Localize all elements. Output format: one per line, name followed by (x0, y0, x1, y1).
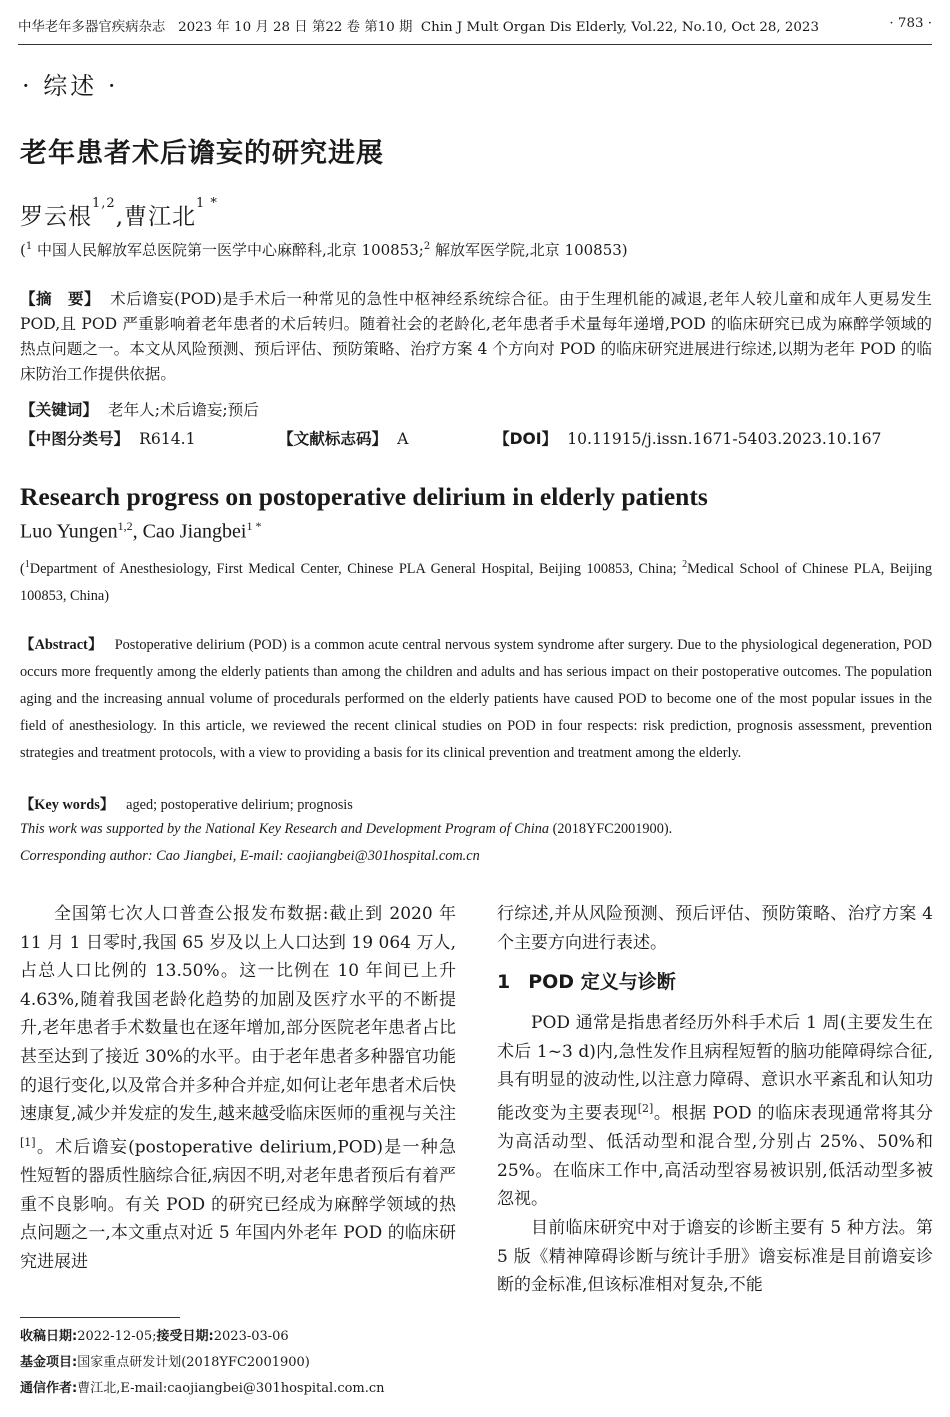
footnotes (20, 1324, 385, 1402)
section-heading (497, 967, 933, 997)
corresponding-line: 通信作者:曹江北,E-mail:caojiangbei@301hospital.com.cn (20, 1381, 385, 1396)
body-column-left (20, 900, 456, 1276)
article-title-en: Research progress on postoperative delirium in elderly patients (20, 482, 708, 511)
author-affil-mark: 1 * (246, 519, 262, 533)
journal-name-cn: 中华老年多器官疾病杂志 (18, 20, 166, 35)
author-affil-mark: 1,2 (117, 519, 133, 533)
article-title-cn: 老年患者术后谵妄的研究进展 (20, 138, 384, 169)
header-divider (18, 44, 932, 45)
author-affil-mark: 1,2 (92, 196, 116, 211)
footnote-divider (20, 1317, 180, 1318)
received-date-line: 收稿日期:2022-12-05;接受日期:2023-03-06 (20, 1329, 289, 1344)
body-column-right (497, 900, 933, 1300)
header-journal-info (18, 16, 819, 40)
author-name: 罗云根 (20, 204, 92, 230)
keywords-en (20, 794, 353, 814)
author-name: 曹江北 (124, 204, 196, 230)
funding-statement-en: This work was supported by the National Key Research and Development Program of China (2018YFC2001900). (20, 821, 673, 837)
abstract-text-en: Postoperative delirium (POD) is a common acute central nervous system syndrome after surgery. Due to the physiological degeneration, POD occurs more frequently among the elderly patients than among the children and adults and has serious impact on their postoperative outcomes. The population aging and the increasing annual volume of procedurals performed on the elderly patients have caused POD to become one of the most popular issues in the field of anesthesiology. In this article, we reviewed the recent clinical studies on POD in four respects: risk prediction, prognosis assessment, prevention strategies and treatment protocols, with a view to providing a basis for its clinical prevention and treatment among the elderly. (20, 637, 933, 761)
citation-ref[interactable]: [1] (20, 1135, 36, 1149)
issue-info-cn: 2023 年 10 月 28 日 第22 卷 第10 期 (178, 20, 413, 35)
keywords-text-en: aged; postoperative delirium; prognosis (126, 797, 353, 813)
abstract-label-cn: 【摘 要】 (20, 290, 101, 308)
corresponding-author-en: Corresponding author: Cao Jiangbei, E-mail: caojiangbei@301hospital.com.cn (20, 848, 480, 864)
journal-citation-en: Chin J Mult Organ Dis Elderly, Vol.22, No.10, Oct 28, 2023 (420, 20, 819, 35)
keywords-cn (20, 398, 259, 420)
affiliation-cn: ($^1$ 中国人民解放军总医院第一医学中心麻醉科,北京 100853;$^2$ 解放军医学院,北京 100853) (20, 241, 628, 259)
author-list-cn: 罗云根$^{1,2}$,曹江北$^{1 *}$ (20, 196, 218, 230)
fund-line: 基金项目:国家重点研发计划(2018YFC2001900) (20, 1355, 310, 1370)
doi: 【DOI】 10.11915/j.issn.1671-5403.2023.10.167 (494, 430, 882, 448)
classification-row (20, 427, 932, 451)
body-paragraph: 行综述,并从风险预测、预后评估、预防策略、治疗方案 4 个主要方向进行表述。 (497, 904, 933, 953)
section-type-label: · 综述 · (22, 72, 119, 100)
clc-number: 【中图分类号】 R614.1 (20, 430, 196, 448)
body-paragraph: POD 通常是指患者经历外科手术后 1 周(主要发生在术后 1~3 d)内,急性发作且病程短暂的脑功能障碍综合征,具有明显的波动性,以注意力障碍、意识水平紊乱和认知功能改变为主要表现[2]。根据 POD 的临床表现通常将其分为高活动型、低活动型和混合型,分别占 25%、50%和 25%。在临床工作中,高活动型容易被识别,低活动型多被忽视。 (497, 1013, 934, 1210)
body-paragraph: 目前临床研究中对于谵妄的诊断主要有 5 种方法。第 5 版《精神障碍诊断与统计手册》谵妄标准是目前谵妄诊断的金标准,但该标准相对复杂,不能 (497, 1218, 933, 1296)
author-list-en: Luo Yungen$^{1,2}$, Cao Jiangbei$^{1 *}$ (20, 519, 262, 543)
document-code: 【文献标志码】 A (278, 430, 409, 448)
abstract-text-cn: 术后谵妄(POD)是手术后一种常见的急性中枢神经系统综合征。由于生理机能的减退,老年人较儿童和成年人更易发生 POD,且 POD 严重影响着老年患者的术后转归。随着社会的老龄化,老年患者手术量每年递增,POD 的临床研究已成为麻醉学领域的热点问题之一。本文从风险预测、预后评估、预防策略、治疗方案 4 个方向对 POD 的临床研究进展进行综述,以期为老年 POD 的临床防治工作提供依据。 (20, 290, 932, 383)
affiliation-en: ($^1$Department of Anesthesiology, First Medical Center, Chinese PLA General Hospital, Beijing 100853, China; $^2$Medical School of Chinese PLA, Beijing 100853, China) (20, 559, 932, 604)
section-title: POD 定义与诊断 (528, 971, 676, 994)
page-number: · 783 · (889, 16, 932, 31)
body-paragraph: 全国第七次人口普查公报发布数据:截止到 2020 年 11 月 1 日零时,我国 65 岁及以上人口达到 19 064 万人,占总人口比例的 13.50%。这一比例在 10 年间已上升 4.63%,随着我国老龄化趋势的加剧及医疗水平的不断提升,老年患者手术数量也在逐年增加,部分医院老年患者占比甚至达到了接近 30%的水平。由于老年患者多种器官功能的退行变化,以及常合并多种合并症,如何让老年患者术后快速康复,减少并发症的发生,越来越受临床医师的重视与关注[1]。术后谵妄(postoperative delirium,POD)是一种急性短暂的器质性脑综合征,病因不明,对老年患者预后有着严重不良影响。有关 POD 的研究已经成为麻醉学领域的热点问题之一,本文重点对近 5 年国内外老年 POD 的临床研究进展进 (20, 904, 456, 1272)
abstract-label-en: 【Abstract】 (20, 637, 103, 653)
doi-value: 10.11915/j.issn.1671-5403.2023.10.167 (567, 430, 882, 448)
author-name: Luo Yungen (20, 520, 118, 543)
keywords-label-en: 【Key words】 (20, 797, 115, 813)
abstract-cn (20, 287, 932, 387)
keywords-label-cn: 【关键词】 (20, 401, 98, 419)
citation-ref[interactable]: [2] (637, 1101, 654, 1115)
keywords-text-cn: 老年人;术后谵妄;预后 (107, 401, 259, 419)
section-number: 1 (497, 971, 511, 994)
author-name: Cao Jiangbei (142, 520, 247, 543)
abstract-en (20, 632, 932, 767)
running-header (18, 16, 932, 40)
author-affil-mark: 1 * (196, 196, 218, 211)
